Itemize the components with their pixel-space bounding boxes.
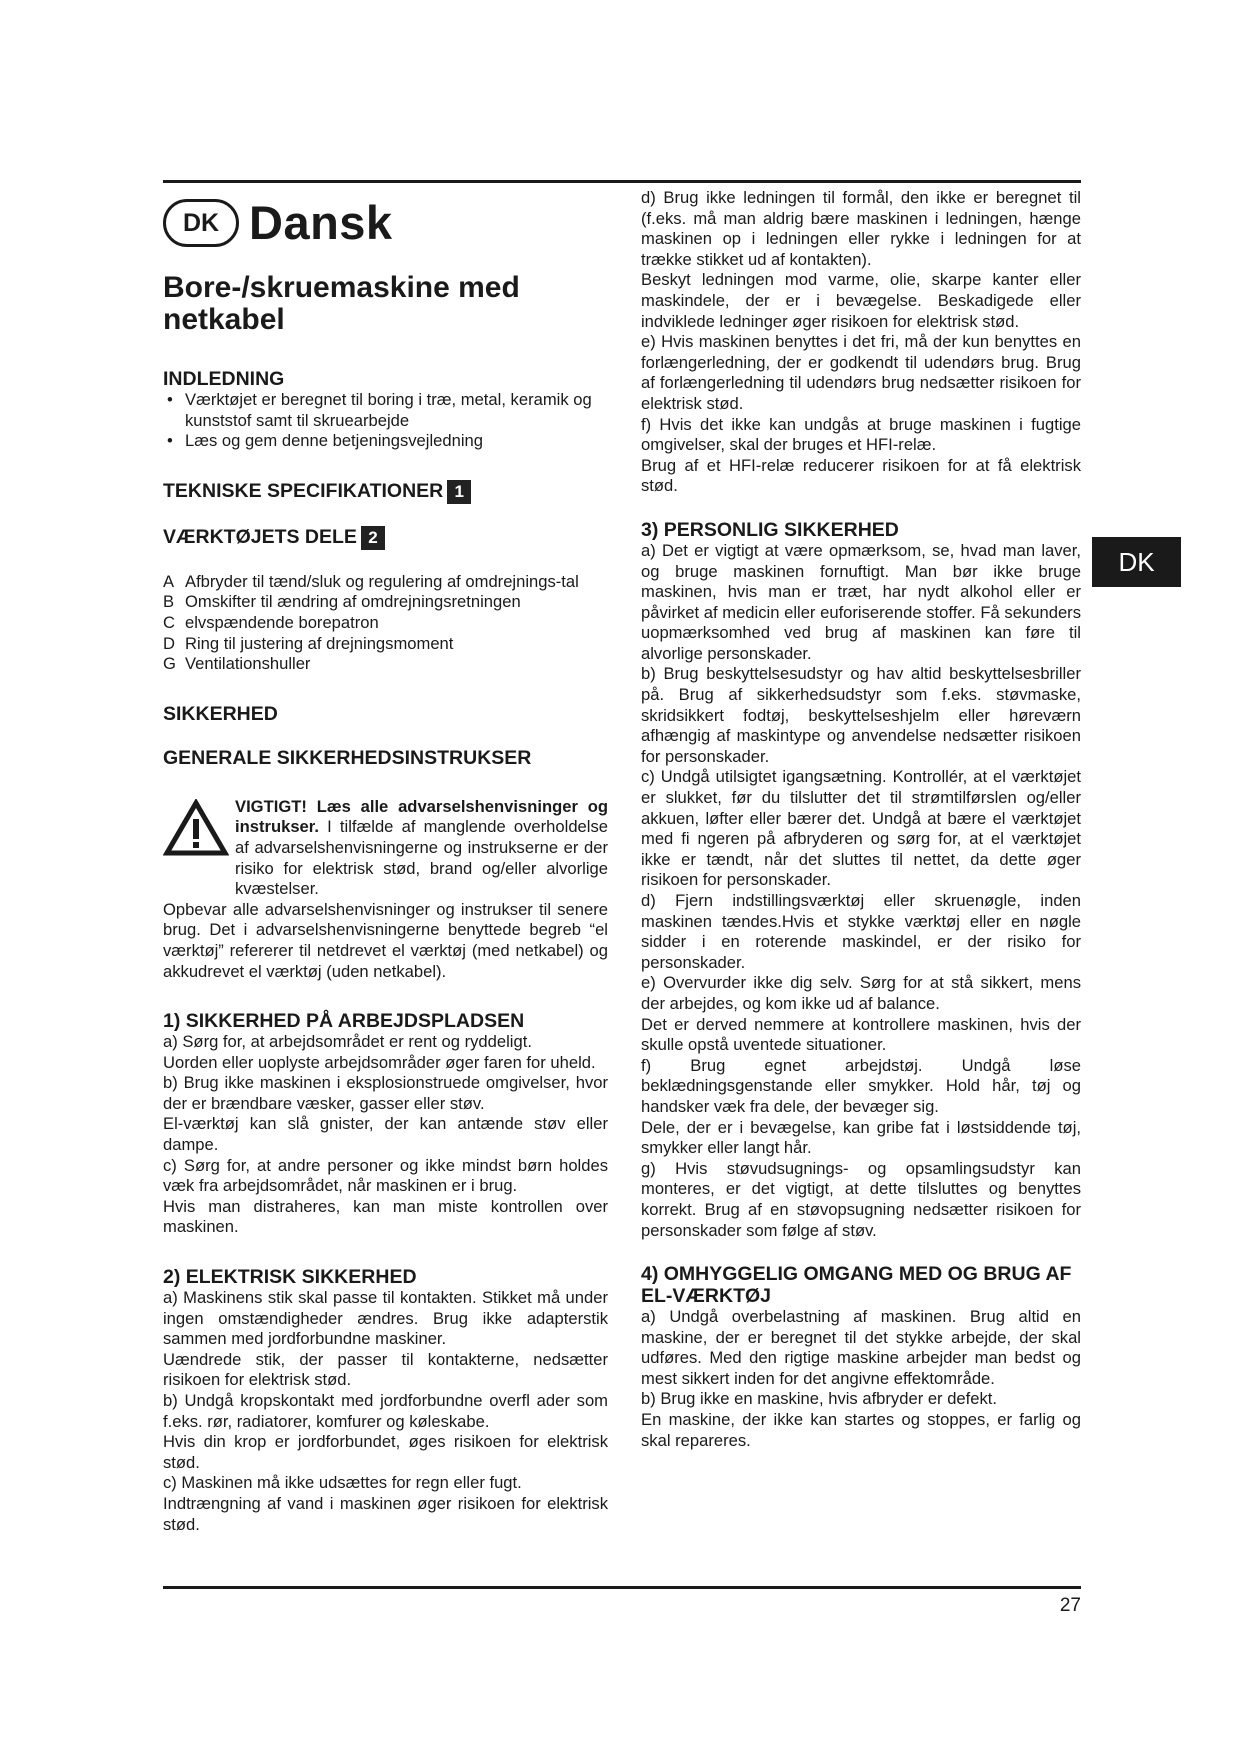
part-text: elvspændende borepatron: [185, 612, 379, 632]
left-column: [163, 190, 608, 1535]
paragraph: f) Brug egnet arbejdstøj. Undgå løse beklædningsgenstande eller smykker. Hold hår, tøj og handsker væk fra dele, der bevæger sig.: [641, 1055, 1081, 1116]
language-header: [163, 192, 608, 254]
paragraph: Indtrængning af vand i maskinen øger risikoen for elektrisk stød.: [163, 1493, 608, 1534]
intro-heading: INDLEDNING: [163, 368, 285, 390]
part-text: Afbryder til tænd/sluk og regulering af omdrejnings-tal: [185, 571, 579, 591]
specs-heading: [163, 480, 608, 504]
paragraph: Dele, der er i bevægelse, kan gribe fat i løstsiddende tøj, smykker eller langt hår.: [641, 1117, 1081, 1158]
part-key: G: [163, 654, 176, 674]
warning-block: [163, 797, 608, 900]
document-title: Bore-/skruemaskine med netkabel: [163, 271, 520, 336]
language-name: Dansk: [249, 195, 393, 249]
part-key: B: [163, 592, 175, 612]
paragraph: c) Undgå utilsigtet igangsætning. Kontrollér, at el værktøjet er slukket, før du tilslutter det til strømtilførslen og/eller akkuen, løfter eller bærer det. Undgå at bære el værktøjet med fi ngeren på afbryderen og sørg for, at el værktøjet ikke er tændt, når det sluttes til nettet, da dette øger risikoen for personskader.: [641, 767, 1081, 890]
warning-bold: VIGTIGT! Læs alle advarselshenvisninger og instrukser.: [235, 796, 608, 837]
parts-heading-label: VÆRKTØJETS DELE: [163, 525, 357, 548]
paragraph: a) Undgå overbelastning af maskinen. Brug altid en maskine, der er beregnet til det stykke arbejde, der skal udføres. Med den rigtige maskine arbejder man bedst og mest sikkert inden for det angivne effektområde.: [641, 1307, 1081, 1388]
parts-list: [163, 572, 608, 675]
paragraph: Uændrede stik, der passer til kontakterne, nedsætter risikoen for elektrisk stød.: [163, 1349, 608, 1390]
top-rule: [163, 180, 1081, 183]
paragraph: Brug af et HFI-relæ reducerer risikoen for at få elektrisk stød.: [641, 455, 1081, 496]
paragraph: d) Fjern indstillingsværktøj eller skruenøgle, inden maskinen tændes.Hvis et stykke værktøj eller en nøgle sidder i en roterende maskindel, er der risiko for personskader.: [641, 891, 1081, 972]
paragraph: c) Sørg for, at andre personer og ikke mindst børn holdes væk fra arbejdsområdet, når maskinen er i brug.: [163, 1155, 608, 1196]
paragraph: a) Maskinens stik skal passe til kontakten. Stikket må under ingen omstændigheder ændres. Brug ikke adapterstik sammen med jordforbundne maskiner.: [163, 1288, 608, 1349]
warning-body: I tilfælde af manglende overholdelse af advarselshenvisningerne og instrukserne er der risiko for elektrisk stød, brand og/eller alvorlige kvæstelser.: [235, 817, 608, 899]
paragraph: c) Maskinen må ikke udsættes for regn eller fugt.: [163, 1473, 522, 1493]
paragraph: Beskyt ledningen mod varme, olie, skarpe kanter eller maskindele, der er i bevægelse. Beskadigede eller indviklede ledninger øger risikoen for elektrisk stød.: [641, 270, 1081, 331]
paragraph: Hvis din krop er jordforbundet, øges risikoen for elektrisk stød.: [163, 1432, 608, 1472]
paragraph: a) Det er vigtigt at være opmærksom, se, hvad man laver, og bruge maskinen fornuftigt. Man bør ikke bruge maskinen, hvis man er træt, har nydt alkohol eller er påvirket af medicin eller euforiserende stoffer. Få sekunders uopmærksomhed ved brug af maskinen kan føre til alvorlige personskader.: [641, 540, 1081, 663]
figure-badge: 1: [447, 480, 471, 504]
paragraph: f) Hvis det ikke kan undgås at bruge maskinen i fugtige omgivelser, skal der bruges et HFI-relæ.: [641, 414, 1081, 455]
paragraph: e) Overvurder ikke dig selv. Sørg for at stå sikkert, mens der arbejdes, og kom ikke ud af balance.: [641, 973, 1081, 1013]
s2-heading: 2) ELEKTRISK SIKKERHED: [163, 1266, 417, 1289]
list-item: [163, 613, 608, 634]
figure-badge: 2: [361, 526, 385, 550]
paragraph: d) Brug ikke ledningen til formål, den ikke er beregnet til (f.eks. må man aldrig bære maskinen i ledningen, hænge maskinen op i ledningen eller rykke i ledningen for at trække stikket ud af kontakten).: [641, 188, 1081, 269]
paragraph: Hvis man distraheres, kan man miste kontrollen over maskinen.: [163, 1196, 608, 1237]
paragraph: El-værktøj kan slå gnister, der kan antænde støv eller dampe.: [163, 1114, 608, 1155]
part-text: Omskifter til ændring af omdrejningsretningen: [185, 592, 521, 612]
s4-heading: 4) OMHYGGELIG OMGANG MED OG BRUG AF EL-VÆRKTØJ: [641, 1263, 1072, 1308]
list-item: [163, 572, 608, 593]
s3-heading: 3) PERSONLIG SIKKERHED: [641, 518, 899, 541]
general-safety-heading: GENERALE SIKKERHEDSINSTRUKSER: [163, 746, 532, 769]
warning-triangle-icon: [163, 799, 235, 900]
paragraph: Det er derved nemmere at kontrollere maskinen, hvis der skulle opstå uventede situationer.: [641, 1014, 1081, 1055]
list-item: [163, 634, 608, 655]
part-text: Ring til justering af drejningsmoment: [185, 633, 454, 653]
part-key: A: [163, 571, 175, 591]
paragraph: b) Brug ikke maskinen i eksplosionstruede omgivelser, hvor der er brændbare væsker, gasser eller støv.: [163, 1073, 608, 1113]
right-column: [641, 188, 1081, 1451]
paragraph: e) Hvis maskinen benyttes i det fri, må der kun benyttes en forlængerledning, der er godkendt til udendørs brug. Brug af forlængerledning til udendørs brug nedsætter risikoen for elektrisk stød.: [641, 332, 1081, 413]
list-item: [163, 654, 608, 675]
safety-heading: SIKKERHED: [163, 702, 278, 725]
paragraph: b) Brug ikke en maskine, hvis afbryder er defekt.: [641, 1389, 998, 1409]
intro-bullet-list: [163, 390, 608, 452]
part-key: C: [163, 612, 175, 632]
paragraph: b) Brug beskyttelsesudstyr og hav altid beskyttelsesbriller på. Brug af sikkerhedsudstyr som f.eks. støvmaske, skridsikkert fodtøj, beskyttelseshjelm eller høreværn afhængig af maskintype og anvendelse nedsætter risikoen for personskader.: [641, 664, 1081, 766]
specs-heading-label: TEKNISKE SPECIFIKATIONER: [163, 479, 444, 502]
s1-heading: 1) SIKKERHED PÅ ARBEJDSPLADSEN: [163, 1010, 525, 1033]
list-item: • Læs og gem denne betjeningsvejledning: [163, 431, 608, 452]
warning-text: [235, 797, 608, 900]
paragraph: g) Hvis støvudsugnings- og opsamlingsudstyr kan monteres, er det vigtigt, at dette tilsluttes og benyttes korrekt. Brug af en støvopsugning nedsætter risikoen for personskader som følge af støv.: [641, 1158, 1081, 1240]
country-code-badge: DK: [163, 199, 239, 247]
part-text: Ventilationshuller: [185, 654, 311, 674]
paragraph: En maskine, der ikke kan startes og stoppes, er farlig og skal repareres.: [641, 1410, 1081, 1450]
bottom-rule: [163, 1586, 1081, 1589]
paragraph: Uorden eller uoplyste arbejdsområder øger faren for uheld.: [163, 1052, 596, 1072]
list-item: • Værktøjet er beregnet til boring i træ, metal, keramik og kunststof samt til skruearbejde: [163, 390, 608, 431]
part-key: D: [163, 633, 175, 653]
paragraph: a) Sørg for, at arbejdsområdet er rent og ryddeligt.: [163, 1032, 532, 1052]
list-item: [163, 592, 608, 613]
language-side-tab: DK: [1092, 537, 1181, 587]
paragraph: b) Undgå kropskontakt med jordforbundne overfl ader som f.eks. rør, radiatorer, komfurer og køleskabe.: [163, 1391, 608, 1431]
parts-heading: [163, 526, 608, 550]
page-number: 27: [1059, 1595, 1081, 1616]
paragraph: Opbevar alle advarselshenvisninger og instrukser til senere brug. Det i advarselshenvisningerne benyttede begreb “el værktøj” refererer til netdrevet el værktøj (med netkabel) og akkudrevet el værktøj (uden netkabel).: [163, 899, 608, 981]
